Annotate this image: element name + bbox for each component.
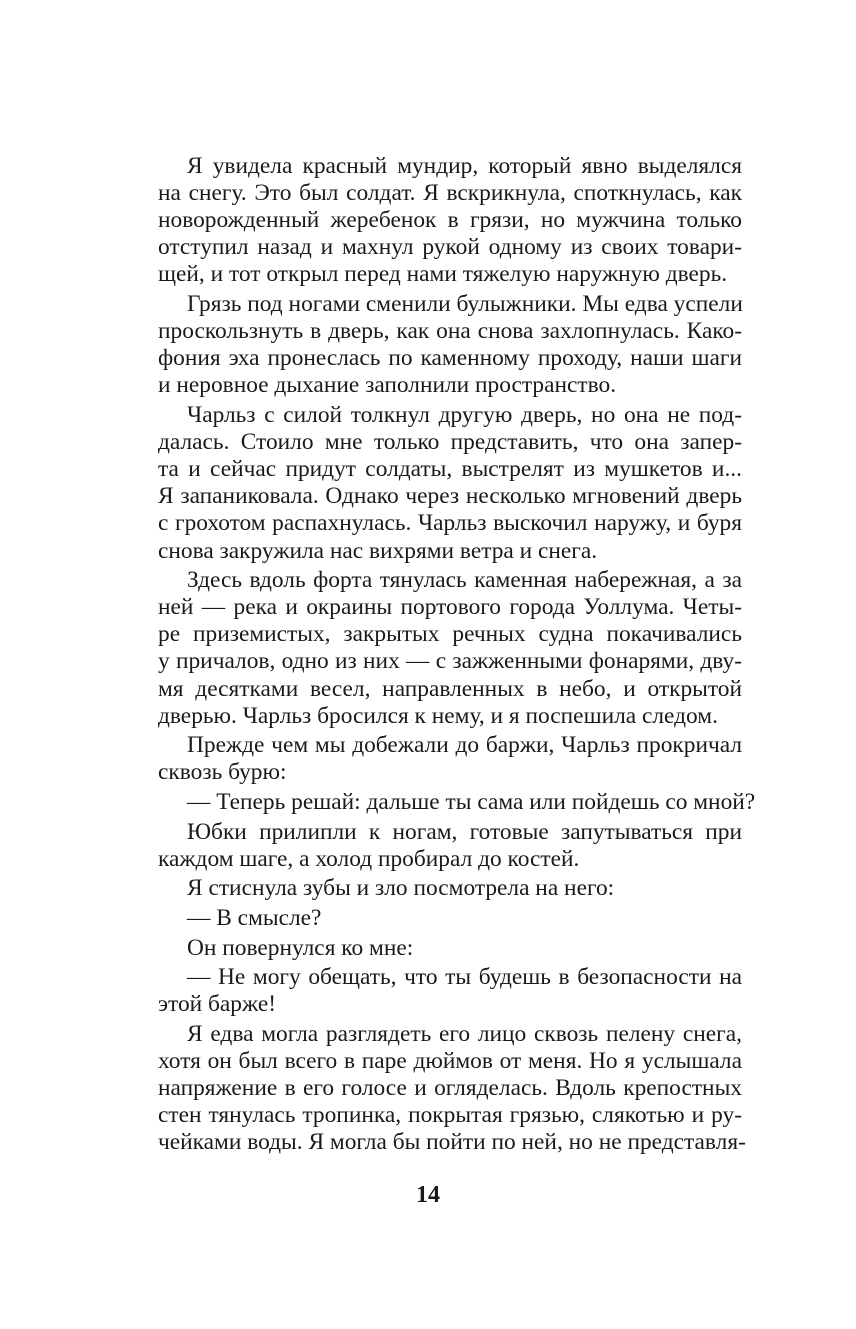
text-line: ней — река и окраины портового города Уоллума. Четы- [158, 594, 742, 621]
paragraph [158, 819, 742, 873]
text-line: Я стиснула зубы и зло посмотрела на него: [187, 875, 615, 902]
paragraph [158, 789, 756, 816]
text-line: щей, и тот открыл перед нами тяжелую наружную дверь. [158, 261, 728, 288]
text-line: снова закружила нас вихрями ветра и снега. [158, 537, 598, 564]
paragraph [158, 291, 742, 399]
paragraph [158, 732, 742, 786]
text-line: и неровное дыхание заполнили пространство. [158, 372, 617, 399]
text-line: сквозь бурю: [158, 759, 287, 786]
body-text [158, 153, 756, 1156]
text-line: новорожденный жеребенок в грязи, но мужчина только [158, 207, 742, 234]
text-line: на снегу. Это был солдат. Я вскрикнула, споткнулась, как [158, 180, 742, 207]
text-line: этой барже! [158, 991, 277, 1018]
paragraph [158, 567, 742, 730]
text-line: Здесь вдоль форта тянулась каменная набережная, а за [187, 567, 742, 594]
text-line: Чарльз с силой толкнул другую дверь, но она не под- [187, 401, 742, 428]
text-line: с грохотом распахнулась. Чарльз выскочил наружу, и буря [158, 510, 742, 537]
text-line: та и сейчас придут солдаты, выстрелят из мушкетов и... [158, 456, 742, 483]
text-line: мя десятками весел, направленных в небо, и открытой [158, 675, 742, 702]
page-number: 14 [416, 1182, 440, 1208]
text-line: Я увидела красный мундир, который явно выделялся [187, 153, 742, 179]
text-line: — Теперь решай: дальше ты сама или пойдешь со мной? [187, 789, 756, 816]
text-line: — В смысле? [187, 904, 322, 931]
text-line: каждом шаге, а холод пробирал до костей. [158, 845, 580, 872]
text-line: у причалов, одно из них — с зажженными фонарями, дву- [158, 648, 742, 675]
text-line: хотя он был всего в паре дюймов от меня. Но я услышала [158, 1048, 742, 1074]
text-line: ре приземистых, закрытых речных судна покачивались [158, 621, 742, 648]
text-line: Я запаниковала. Однако через несколько мгновений дверь [158, 483, 742, 510]
paragraph [158, 905, 742, 932]
text-line: Я едва могла разглядеть его лицо сквозь пелену снега, [187, 1020, 742, 1047]
text-line: чейками воды. Я могла бы пойти по ней, но не представля- [158, 1129, 746, 1156]
text-line: — Не могу обещать, что ты будешь в безопасности на [187, 964, 742, 991]
text-line: фония эха пронеслась по каменному проходу, наши шаги [158, 345, 742, 372]
text-line: Он повернулся ко мне: [187, 934, 414, 961]
text-line: Прежде чем мы добежали до баржи, Чарльз прокричал [187, 732, 742, 759]
paragraph [158, 935, 742, 962]
paragraph [158, 964, 742, 1018]
paragraph [158, 875, 742, 902]
paragraph [158, 153, 742, 289]
paragraph [158, 1020, 746, 1157]
text-line: дверью. Чарльз бросился к нему, и я поспешила следом. [158, 702, 718, 729]
text-line: Грязь под ногами сменили булыжники. Мы едва успели [187, 291, 743, 318]
text-line: проскользнуть в дверь, как она снова захлопнулась. Како- [158, 318, 742, 345]
text-line: Юбки прилипли к ногам, готовые запутываться при [187, 818, 742, 845]
text-line: напряжение в его голосе и огляделась. Вдоль крепостных [158, 1075, 742, 1102]
text-line: далась. Стоило мне только представить, что она запер- [158, 429, 742, 456]
text-line: отступил назад и махнул рукой одному из своих товари- [158, 234, 742, 261]
text-line: стен тянулась тропинка, покрытая грязью, слякотью и ру- [158, 1102, 742, 1129]
paragraph [158, 402, 742, 565]
